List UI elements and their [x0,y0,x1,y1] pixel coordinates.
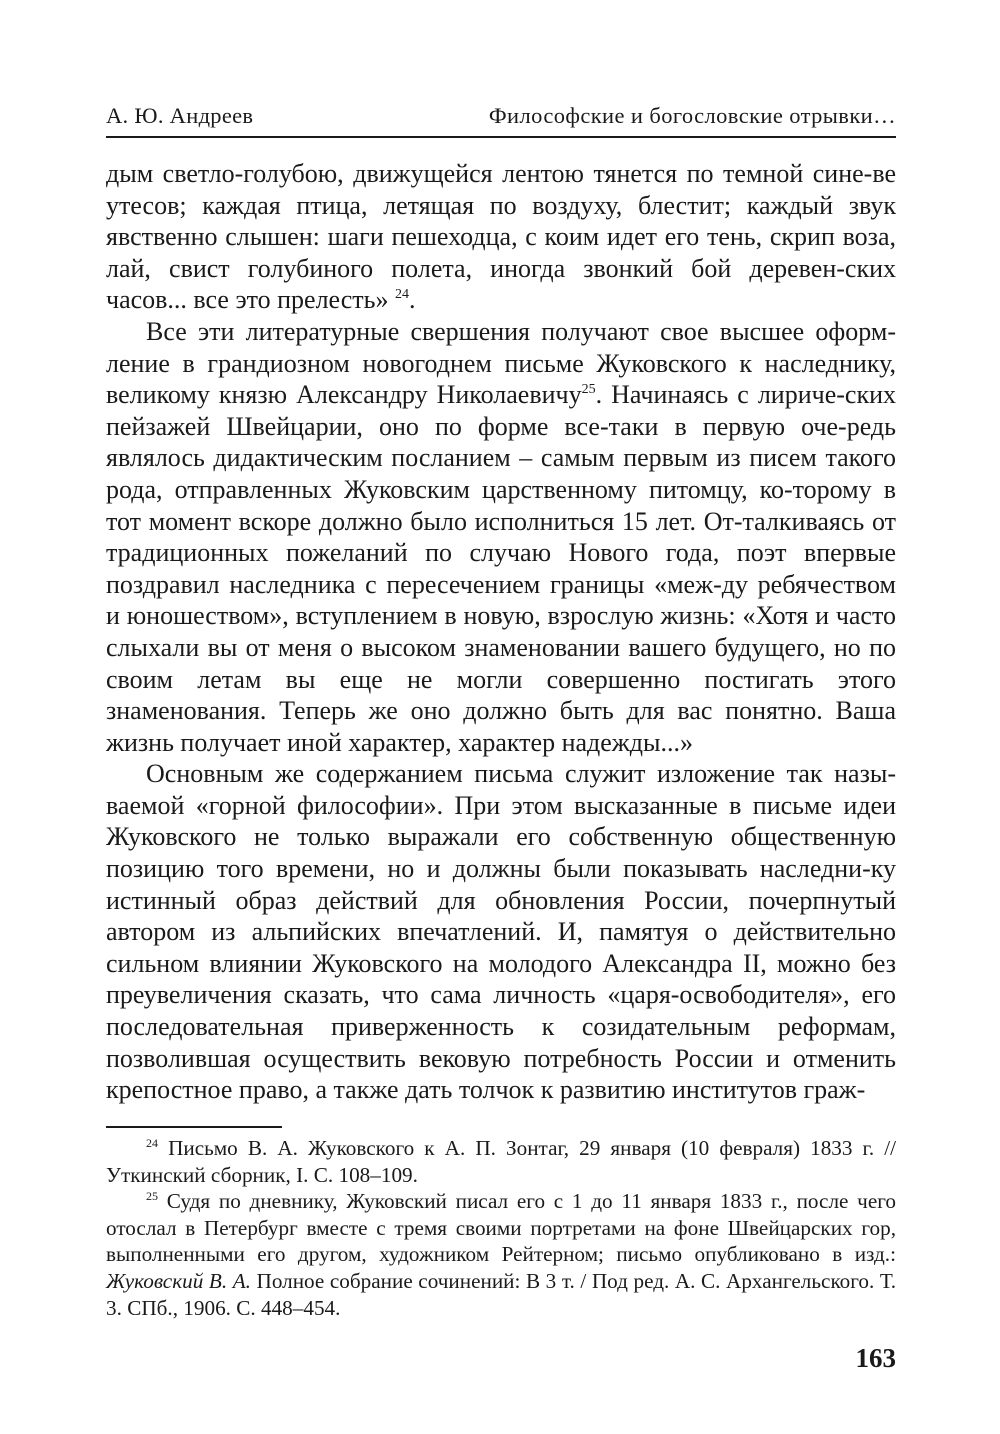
paragraph-3-text: Основным же содержанием письма служит изложение так назы-ваемой «горной философии». При этом высказанные в письме идеи Жуковского не только выражали его собственную общественную позицию того времени, но и должны были показывать наследни-ку истинный образ действий для обновления России, почерпнутый автором из альпийских впечатлений. И, памятуя о действительно сильном влиянии Жуковского на молодого Александра II, можно без преувеличения сказать, что сама личность «царя-освободителя», его последовательная приверженность к созидательным реформам, позволившая осуществить вековую потребность России и отменить крепостное право, а также дать толчок к развитию институтов граж- [106,759,896,1105]
paragraph-1-text: дым светло-голубою, движущейся лентою тянется по темной сине-ве утесов; каждая птица, летящая по воздуху, блестит; каждый звук явственно слышен: шаги пешеходца, с коим идет его тень, скрип воза, лай, свист голубиного полета, иногда звонкий бой деревен-ских часов... все это прелесть» [106,159,896,315]
paragraph-2-text-a: Все эти литературные свершения получают свое высшее оформ-ление в грандиозном новогоднем письме Жуковского к наследнику, великому князю Александру Николаевичу [106,316,896,410]
footnote-24-text: Письмо В. А. Жуковского к А. П. Зонтаг, 29 января (10 февраля) 1833 г. // Уткинский сборник, I. С. 108–109. [106,1136,896,1187]
page-number: 163 [855,1343,896,1373]
paragraph-2 [106,316,896,758]
paragraph-1-end: . [409,285,416,315]
header-rule [106,136,896,138]
header-title: Философские и богословские отрывки… [488,103,896,128]
footnote-25-number: 25 [146,1189,158,1204]
footnote-24 [106,1135,896,1188]
footnote-25-text-b: Полное собрание сочинений: В 3 т. / Под ред. А. С. Архангельского. Т. 3. СПб., 1906. С. 448–454. [106,1268,897,1320]
footnote-25-text-a: Судя по дневнику, Жуковский писал его с 1 до 11 января 1833 г., после чего отослал в Петербург вместе с тремя своими портретами на фоне Швейцарских гор, выполненными его другом, художником Рейтерном; письмо опубликовано в изд.: [106,1189,896,1267]
footnote-rule [106,1126,282,1128]
footnotes [106,1135,896,1321]
body-text [106,158,896,1106]
paragraph-2-text-b: . Начинаясь с лириче-ских пейзажей Швейцарии, оно по форме все-таки в первую оче-редь являлось дидактическим посланием – самым первым из писем такого рода, отправленных Жуковским царственному питомцу, ко-торому в тот момент вскоре должно было исполниться 15 лет. От-талкиваясь от традиционных пожеланий по случаю Нового года, поэт впервые поздравил наследника с пересечением границы «меж-ду ребячеством и юношеством», вступлением в новую, взрослую жизнь: «Хотя и часто слыхали вы от меня о высоком знаменовании вашего будущего, но по своим летам вы еще не могли совершенно постигать этого знаменования. Теперь же оно должно быть для вас понятно. Ваша жизнь получает иной характер, характер надежды...» [106,380,896,757]
footnote-ref-25[interactable]: 25 [581,382,596,398]
footnote-25-italic-author: Жуковский В. А. [106,1268,251,1293]
header-author: А. Ю. Андреев [106,103,254,128]
paragraph-3 [106,758,896,1106]
paragraph-continued [106,158,896,316]
running-header [106,103,896,135]
footnote-25 [106,1188,896,1321]
footnote-ref-24[interactable]: 24 [395,287,410,303]
footnote-24-number: 24 [146,1136,158,1150]
